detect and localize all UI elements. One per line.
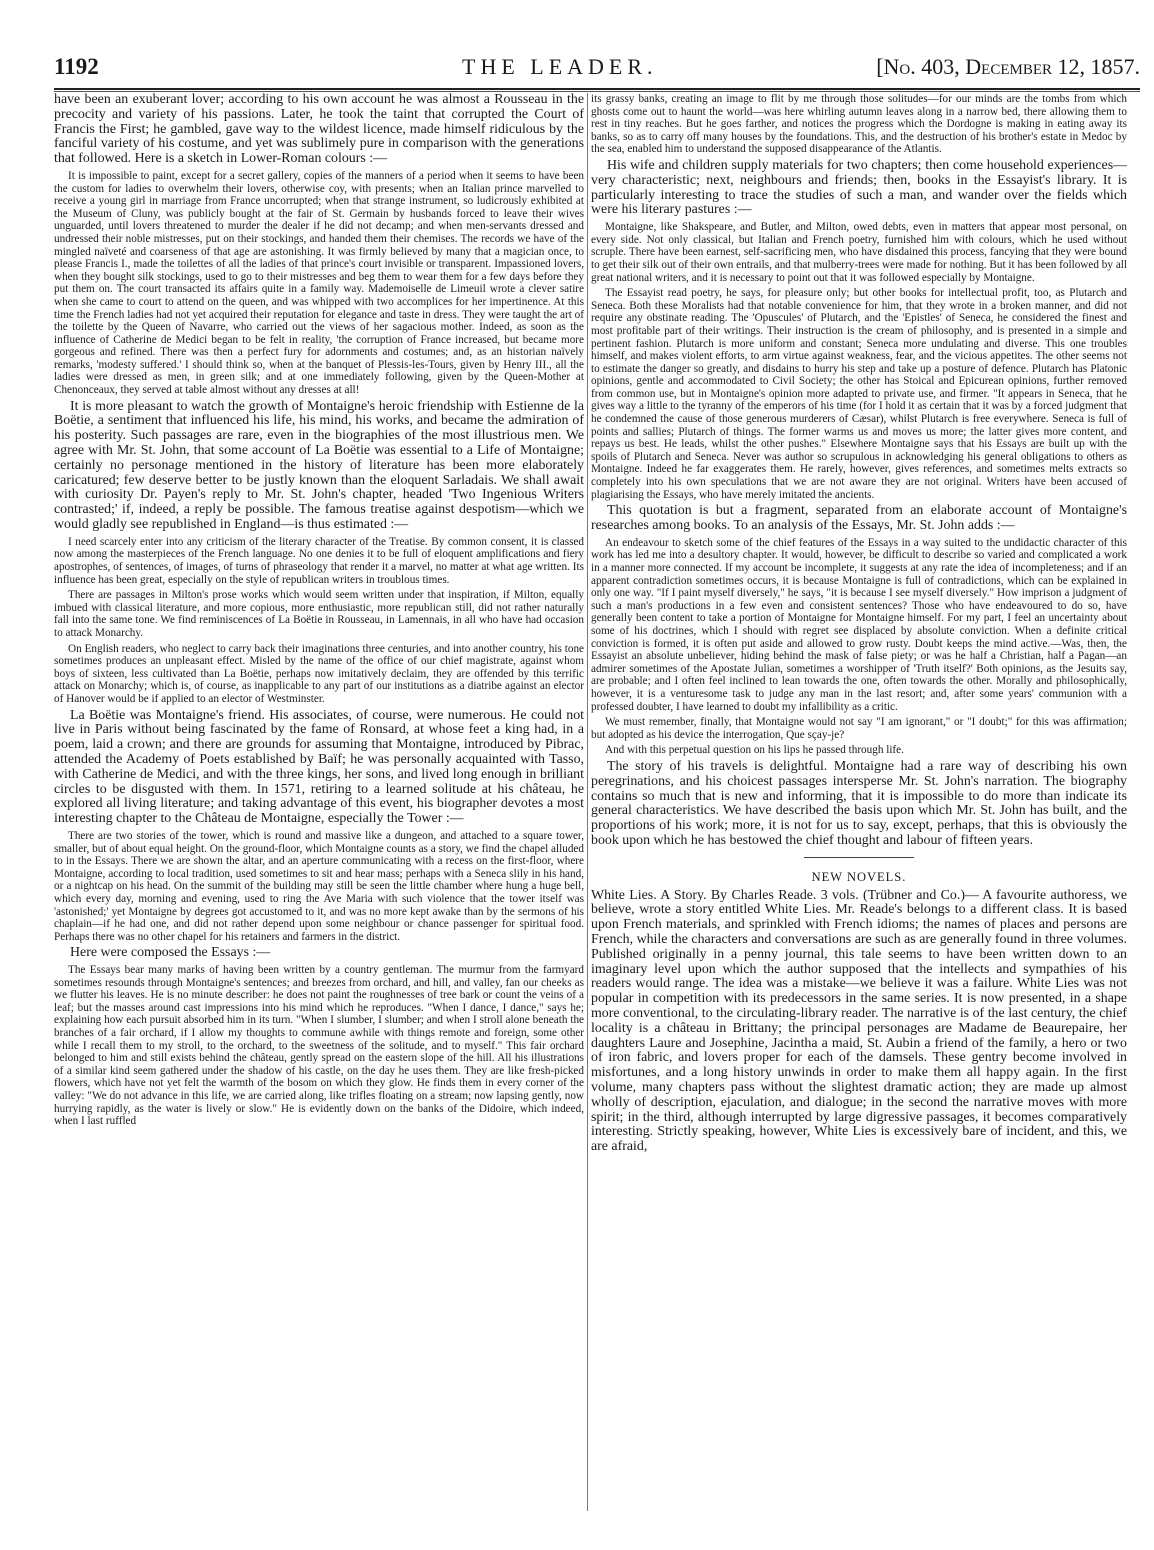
- quoted-paragraph: On English readers, who neglect to carry back their imaginations three centuries, and into another country, his tone sometimes produces an unpleasant effect. Misled by the name of the office of our chief magistrate, against whom boys of sixteen, less cultivated than La Boëtie, perhaps now imitatively declaim, they are offended by this terrific attack on Monarchy; which is, of course, as inapplicable to any part of our institutions as a diatribe against an elector of Hanover would be if applied to an elector of Westminster.: [54, 642, 584, 705]
- left-column: [54, 93, 584, 1513]
- section-heading-new-novels: NEW NOVELS.: [811, 869, 907, 884]
- paragraph: White Lies. A Story. By Charles Reade. 3 vols. (Trübner and Co.)— A favourite authoress, we believe, wrote a story entitled White Lies. Mr. Reade's belongs to a different class. It is based upon French materials, and sprinkled with French idioms; the names of places and persons are French, while the characters and conversations are such as are generally found in three volumes. Published originally in a penny journal, this tale seems to have been written down to an imaginary level upon which the author supposed that the intellects and sympathies of his readers would range. The idea was a mistake—we believe it was a failure. White Lies was not popular in competition with its predecessors in the same series. It is now presented, in a shape more conventional, to the circulating-library reader. The narrative is of the last century, the chief locality is a château in Brittany; the principal personages are Madame de Beaurepaire, her daughters Laure and Josephine, Jacintha a maid, St. Aubin a friend of the family, a hero or two of iron fabric, and lovers proper for each of the damsels. These gentry become involved in misfortunes, and a long history unwinds in order to make them all happy again. In the first volume, many chapters pass without the slightest dramatic action; they are made up almost wholly of description, ejaculation, and dialogue; in the second the narrative moves with more spirit; in the third, although interrupted by large digressive passages, it becomes comparatively interesting. Strictly speaking, however, White Lies is excessively bare of incident, and this, we are afraid,: [591, 887, 1127, 1155]
- paragraph: It is more pleasant to watch the growth of Montaigne's heroic friendship with Estienne de la Boëtie, a sentiment that influenced his life, his mind, his works, and became the admiration of his posterity. Such passages are rare, even in the biographies of the most illustrious men. We agree with Mr. St. John, that some account of La Boëtie was essential to a Life of Montaigne; certainly no personage mentioned in the history of literature has been more elaborately caricatured; few deserve better to be justly known than the eloquent Sarladais. We shall await with curiosity Dr. Payen's reply to Mr. St. John's chapter, headed 'Two Ingenious Writers contrasted;' if, indeed, a reply be possible. The famous treatise against despotism—which we would gladly see republished in England—is thus estimated :—: [54, 398, 584, 533]
- right-column: [591, 93, 1127, 1513]
- masthead: [54, 48, 1140, 88]
- quoted-paragraph: its grassy banks, creating an image to flit by me through those solitudes—for our minds are the tombs from which ghosts come out to haunt the world—was here whirling autumn leaves along in a narrow bed, there allowing them to rest in tiny reaches. But he goes farther, and notices the progress which the Dordogne is making in eating away its banks, so as to carry off many houses by the foundations. This, and the destruction of his brother's estate in Medoc by the sea, enabled him to understand the supposed disappearance of the Atlantis.: [591, 93, 1127, 156]
- paragraph: This quotation is but a fragment, separated from an elaborate account of Montaigne's researches among books. To an analysis of the Essays, Mr. St. John adds :—: [591, 503, 1127, 534]
- quoted-paragraph: There are two stories of the tower, which is round and massive like a dungeon, and attached to a square tower, smaller, but of about equal height. On the ground-floor, which Montaigne counts as a story, we find the chapel alluded to in the Essays. There we are shown the altar, and an aperture communicating with a recess on the first-floor, where Montaigne, according to local tradition, used sometimes to sit and hear mass; perhaps with a Seneca slily in his hand, or a nightcap on his head. On the summit of the building may still be seen the little chamber where hung a huge bell, which every day, morning and evening, used to ring the Ave Maria with such violence that the tower itself was 'astonished;' yet Montaigne by degrees got accustomed to it, and was no more kept awake than by the sermons of his chaplain—if he had one, and did not rather depend upon some neighbour or chance passenger for spiritual food. Perhaps there was no other chapel for his retainers and farmers in the district.: [54, 829, 584, 943]
- masthead-rule-thin: [54, 91, 1140, 92]
- page-number: 1192: [54, 54, 99, 79]
- column-divider: [587, 93, 588, 1511]
- paragraph: have been an exuberant lover; according to his own account he was almost a Rousseau in the precocity and variety of his passions. Later, he took the taint that corrupted the Court of Francis the First; he gambled, gave way to the wildest licence, made himself ridiculous by the fanciful variety of his costume, and yet was sublimely pure in comparison with the generations that followed. Here is a sketch in Lower-Roman colours :—: [54, 93, 584, 167]
- quoted-paragraph: It is impossible to paint, except for a secret gallery, copies of the manners of a period when it seems to have been the custom for ladies to overwhelm their lovers, otherwise coy, with presents; when an Italian prince marvelled to receive a young girl in marriage from France uncorrupted; when that strange instrument, so ludicrously exhibited at the Museum of Cluny, was publicly bought at the fair of St. Germain by husbands forced to leave their wives unguarded, until lovers threatened to murder the dealer if he did not decamp; and when men-servants dressed and undressed their noble mistresses, put on their stockings, and handed them their chemises. The records we have of the mingled naïveté and coarseness of that age are astonishing. It was firmly believed by many that a magician once, to please Francis I., made the toilettes of all the ladies of that prince's court invisible or transparent. Impassioned lovers, when they bought silk stockings, used to go to their mistresses and beg them to wear them for a few days before they put them on. The court transacted its affairs quite in a family way. Mademoiselle de Limeuil wrote a clever satire when she came to court to attend on the queen, and was whipped with two accomplices for her impertinence. At this time the French ladies had not yet acquired their reputation for elegance and taste in dress. They were taught the art of the toilette by the Queen of Navarre, who carried out the views of her sagacious mother. Indeed, as soon as the influence of Catherine de Medici began to be felt in reality, 'the corruption of France increased, but became more gorgeous and refined. There was then a perfect fury for adornments and costumes; and, as an historian naïvely remarks, 'modesty suffered.' I should think so, when at the banquet of Plessis-les-Tours, given by Henry III., all the ladies were dressed as men, in green silk; and at one immediately following, given by the Queen-Mother at Chenonceaux, they served at table almost without any dresses at all!: [54, 169, 584, 397]
- quoted-paragraph: I need scarcely enter into any criticism of the literary character of the Treatise. By common consent, it is classed now among the masterpieces of the French language. No one denies it to be full of eloquent amplifications and fiery apostrophes, of sentences, of images, of turns of phraseology that render it a marvel, no matter at what age written. Its influence has been great, especially on the style of republican writers in troublous times.: [54, 535, 584, 586]
- paragraph: Here were composed the Essays :—: [70, 945, 271, 961]
- quoted-paragraph: The Essayist read poetry, he says, for pleasure only; but other books for intellectual profit, too, as Plutarch and Seneca. Both these Moralists had that notable convenience for him, that they wrote in a broken manner, and did not require any obstinate reading. The 'Opuscules' of Plutarch, and the 'Epistles' of Seneca, he considered the finest and most profitable part of their writings. Their instruction is the cream of philosophy, and is presented in a simple and pertinent fashion. Plutarch is more uniform and constant; Seneca more undulating and diverse. This one troubles himself, and makes violent efforts, to arm virtue against weakness, fear, and the vicious appetites. The other seems not to estimate the danger so greatly, and disdains to hurry his step and take up a posture of defence. Plutarch has Platonic opinions, gentle and accommodated to Civil Society; the other has Stoical and Epicurean opinions, further removed from common use, but in Montaigne's opinion more adapted to private use, and firmer. "It appears in Seneca, that he gives way a little to the tyranny of the emperors of his time (for I hold it as certain that it was by a forced judgment that he condemned the cause of those generous murderers of Cæsar), whilst Plutarch is free everywhere. Seneca is full of points and sallies; Plutarch of things. The former warms us and moves us more; the latter gives more content, and repays us best. He leads, whilst the other pushes." Elsewhere Montaigne says that his Essays are built up with the spoils of Plutarch and Seneca. Never was author so scrupulous in acknowledging his general obligations to others as Montaigne. Indeed he far exaggerates them. He rarely, however, gives references, and sometimes melts extracts so completely into his own speculations that we are not aware they are not original. Writers have been accused of plagiarising the Essays, who have merely imitated the ancients.: [591, 287, 1127, 501]
- issue-date: [No. 403, December 12, 1857.: [876, 54, 1140, 79]
- paragraph: His wife and children supply materials for two chapters; then come household experiences—very characteristic; next, neighbours and friends; then, books in the Essayist's library. It is particularly interesting to trace the studies of such a man, and wander over the fields which were his literary pastures :—: [591, 157, 1127, 218]
- paragraph: La Boëtie was Montaigne's friend. His associates, of course, were numerous. He could not live in Paris without being fascinated by the fame of Ronsard, at whose feet a king had, in a poem, laid a crown; and there are grounds for assuming that Montaigne, introduced by Pibrac, attended the Academy of Poets established by Baïf; he was personally acquainted with Tasso, with Catherine de Medici, and with the three kings, her sons, and lived long enough in brilliant circles to be disgusted with them. In 1571, retiring to a learned solitude at his château, he explored all living literature; and taking advantage of this event, his biographer devotes a most interesting chapter to the Château de Montaigne, especially the Tower :—: [54, 707, 584, 827]
- quoted-paragraph: The Essays bear many marks of having been written by a country gentleman. The murmur from the farmyard sometimes resounds through Montaigne's sentences; and breezes from orchard, and hill, and valley, fan our cheeks as we flutter his leaves. He is no minute describer: he does not paint the roughnesses of tree bark or count the veins of a leaf; but the masses around cast impressions into his mind which he reproduces. "When I dance, I dance," says he; explaining how each pursuit absorbed him in its turn. "When I slumber, I slumber; and when I stroll alone beneath the branches of a fair orchard, if I allow my thoughts to commune awhile with things remote and foreign, some other while I recall them to my stroll, to the orchard, to the sweetness of the solitude, and to myself." This fair orchard belonged to him and still exists behind the château, gently spread on the eastern slope of the hill. All his illustrations of a similar kind seem gathered under the shadow of his castle, on the day he uses them. They are like fresh-picked flowers, which have not yet felt the warmth of the bosom on which they glow. He finds them in every corner of the valley: "We do not advance in this life, we are carried along, like trifles floating on a stream; now lapsing gently, now hurrying rapidly, as the water is lively or slow." He is evidently down on the banks of the Didoire, which indeed, when I last ruffled: [54, 964, 584, 1128]
- masthead-rule: [54, 88, 1140, 90]
- quoted-paragraph: Montaigne, like Shakspeare, and Butler, and Milton, owed debts, even in matters that appear most personal, on every side. Not only classical, but Italian and French poetry, furnished him with colours, which he used without scruple. There have been earnest, self-sacrificing men, who have disdained this process, fancying that they were bound to get their silk out of their own entrails, and that mulberry-trees were made for nothing. But it has been followed by all great national writers, and it is necessary to point out that it was followed especially by Montaigne.: [591, 221, 1127, 284]
- paragraph: The story of his travels is delightful. Montaigne had a rare way of describing his own peregrinations, and his choicest passages intersperse Mr. St. John's narration. The biography contains so much that is new and informing, that it is impossible to do more than indicate its general characteristics. We have described the basis upon which Mr. St. John has built, and the proportions of his work; more, it is not for us to say, except, perhaps, that this is obviously the book upon which he has bestowed the chief thought and labour of fifteen years.: [591, 758, 1127, 848]
- new-novels-review: [591, 889, 1127, 1155]
- right-column-articles: [591, 93, 1127, 849]
- quoted-paragraph: And with this perpetual question on his lips he passed through life.: [605, 744, 904, 757]
- quoted-paragraph: An endeavour to sketch some of the chief features of the Essays in a way suited to the undidactic character of this work has led me into a desultory chapter. It would, however, be difficult to describe so varied and complicated a work in a manner more connected. If my account be incomplete, it suggests at any rate the idea of incompleteness; and if an apparent contradiction sometimes occurs, it is because Montaigne is full of contradictions, which can be explained in only one way. "If I paint myself diversely," he says, "it is because I see myself diversely." How imprison a judgment of such a man's productions in a few even and consistent sentences? Those who have endeavoured to do so, have generally been content to take a portion of Montaigne for Montaigne himself. For my part, I feel an uncertainty about some of his doctrines, which I should with regret see displaced by absolute conviction. When a definite critical conviction is formed, it is often put aside and allowed to grow rusty. Doubt keeps the mind active.—Was, then, the Essayist an absolute unbeliever, hiding behind the mask of false piety; or was he half a Christian, half a Pagan—an admirer sometimes of the Apostate Julian, sometimes a worshipper of 'Truth itself?' Both opinions, as the Jesuits say, are probable; and I often feel inclined to lean towards the one, often towards the other. Morally and philosophically, however, it is a venturesome task to judge any man in the last resort; and, after some years' communion with a professed doubter, I have learned to doubt my infallibility as a critic.: [591, 536, 1127, 713]
- newspaper-title: THE LEADER.: [462, 54, 658, 79]
- quoted-paragraph: We must remember, finally, that Montaigne would not say "I am ignorant," or "I doubt;" for this was affirmation; but adopted as his device the interrogation, Que sçay-je?: [591, 716, 1127, 741]
- section-divider: [804, 857, 914, 858]
- quoted-paragraph: There are passages in Milton's prose works which would seem written under that inspiration, if Milton, equally imbued with classical literature, and more copious, more enthusiastic, more republican still, did not rather naturally fall into the same tone. We find reminiscences of La Boëtie in Rousseau, in Lamennais, in all who have had occasion to attack Monarchy.: [54, 589, 584, 639]
